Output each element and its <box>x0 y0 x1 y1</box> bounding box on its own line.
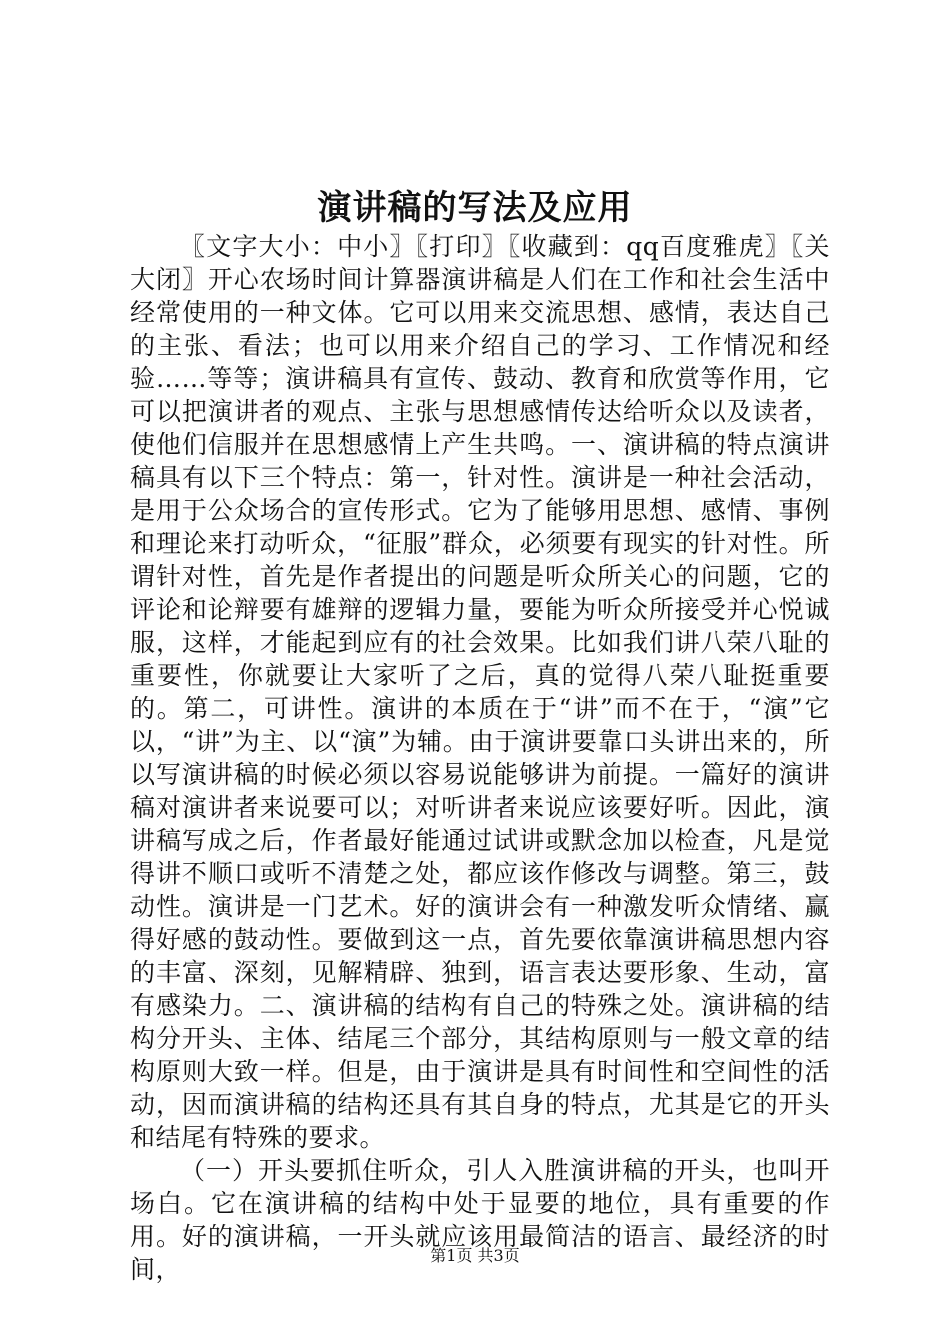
document-title: 演讲稿的写法及应用 <box>317 188 633 228</box>
page-footer: 第1页 共3页 <box>430 1246 520 1265</box>
paragraph-1: 〖文字大小：中小〗〖打印〗〖收藏到：qq百度雅虎〗〖关大闭〗开心农场时间计算器演讲稿是人们在工作和社会生活中经常使用的一种文体。它可以用来交流思想、感情，表达自己的主张、看法；也可以用来介绍自己的学习、工作情况和经验……等等；演讲稿具有宣传、鼓动、教育和欣赏等作用，它可以把演讲者的观点、主张与思想感情传达给听众以及读者，使他们信服并在思想感情上产生共鸣。一、演讲稿的特点演讲稿具有以下三个特点：第一，针对性。演讲是一种社会活动，是用于公众场合的宣传形式。它为了能够用思想、感情、事例和理论来打动听众，“征服”群众，必须要有现实的针对性。所谓针对性，首先是作者提出的问题是听众所关心的问题，它的评论和论辩要有雄辩的逻辑力量，要能为听众所接受并心悦诚服，这样，才能起到应有的社会效果。比如我们讲八荣八耻的重要性，你就要让大家听了之后，真的觉得八荣八耻挺重要的。第二，可讲性。演讲的本质在于“讲”而不在于，“演”它以，“讲”为主、以“演”为辅。由于演讲要靠口头讲出来的，所以写演讲稿的时候必须以容易说能够讲为前提。一篇好的演讲稿对演讲者来说要可以；对听讲者来说应该要好听。因此，演讲稿写成之后，作者最好能通过试讲或默念加以检查，凡是觉得讲不顺口或听不清楚之处，都应该作修改与调整。第三，鼓动性。演讲是一门艺术。好的演讲会有一种激发听众情绪、赢得好感的鼓动性。要做到这一点，首先要依靠演讲稿思想内容的丰富、深刻，见解精辟、独到，语言表达要形象、生动，富有感染力。二、演讲稿的结构有自己的特殊之处。演讲稿的结构分开头、主体、结尾三个部分，其结构原则与一般文章的结构原则大致一样。但是，由于演讲是具有时间性和空间性的活动，因而演讲稿的结构还具有其自身的特点，尤其是它的开头和结尾有特殊的要求。 <box>130 232 830 1152</box>
document-body <box>130 230 830 1286</box>
paragraph-2: （一）开头要抓住听众，引人入胜演讲稿的开头，也叫开场白。它在演讲稿的结构中处于显要的地位，具有重要的作用。好的演讲稿，一开头就应该用最简洁的语言、最经济的时间， <box>130 1156 830 1284</box>
